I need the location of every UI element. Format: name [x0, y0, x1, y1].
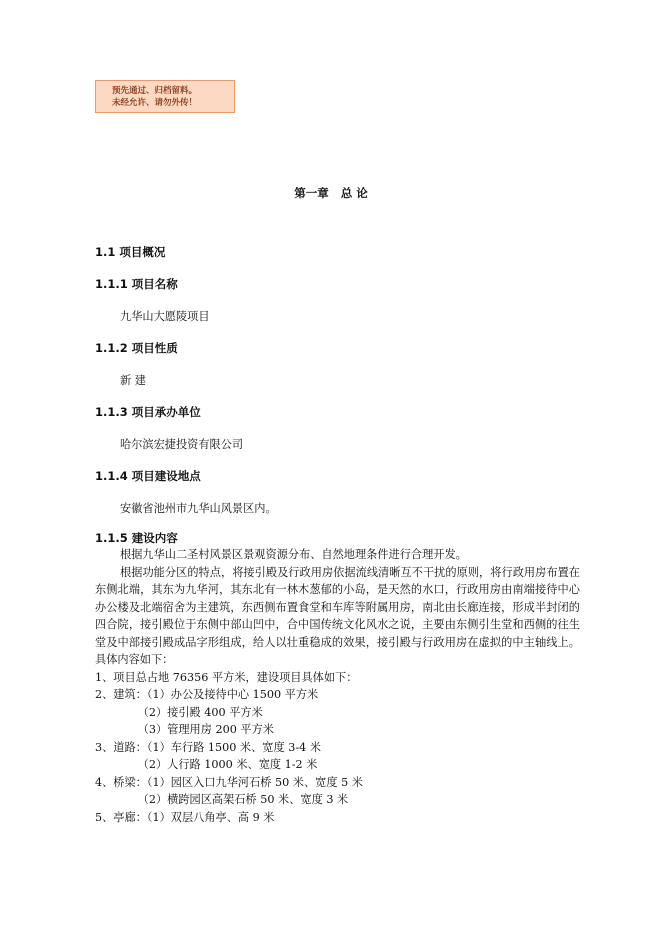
list-item: 4、桥梁：（1）园区入口九华河石桥 50 米、宽度 5 米	[95, 775, 363, 789]
project-location-text: 安徽省池州市九华山风景区内。	[120, 502, 277, 515]
chapter-title: 第一章 总 论	[294, 186, 368, 200]
content-paragraph-1: 根据九华山二圣村风景区景观资源分布、自然地理条件进行合理开发。	[120, 548, 467, 561]
section-heading-1-1-2: 1.1.2 项目性质	[95, 341, 178, 355]
list-item: （3）管理用房 200 平方米	[95, 723, 274, 736]
stamp-line-2: 未经允许、请勿外传！	[112, 98, 198, 108]
stamp-line-1: 预先通过、归档留料。	[112, 86, 198, 96]
list-item: 2、建筑：（1）办公及接待中心 1500 平方米	[95, 688, 319, 701]
confidential-stamp	[95, 80, 235, 113]
project-nature-text: 新 建	[120, 374, 146, 387]
section-heading-1-1-3: 1.1.3 项目承办单位	[95, 405, 201, 419]
project-name-text: 九华山大愿陵项目	[120, 310, 210, 323]
section-heading-1-1-1: 1.1.1 项目名称	[95, 277, 178, 291]
section-heading-1-1: 1.1 项目概况	[95, 245, 166, 259]
list-item: （2）横跨园区高架石桥 50 米、宽度 3 米	[95, 793, 349, 806]
list-item: 1、项目总占地 76356 平方米，建设项目具体如下：	[95, 670, 358, 684]
list-item: （2）人行路 1000 米、宽度 1-2 米	[95, 758, 318, 771]
project-organizer-text: 哈尔滨宏捷投资有限公司	[120, 438, 244, 451]
construction-content	[95, 546, 580, 826]
list-item: 5、亭廊：（1）双层八角亭、高 9 米	[95, 810, 275, 824]
list-item: 3、道路：（1）车行路 1500 米、宽度 3-4 米	[95, 740, 321, 754]
list-item: （2）接引殿 400 平方米	[95, 705, 263, 719]
content-paragraph-2: 根据功能分区的特点，将接引殿及行政用房依据流线清晰互不干扰的原则，将行政用房布置在东侧北端，其东为九华河，其东北有一林木葱郁的小岛，是天然的水口，行政用房由南端接待中心办公楼及北端宿舍为主建筑，东西侧布置食堂和车库等附属用房，南北由长廊连接，形成半封闭的四合院，接引殿位于东侧中部山凹中，合中国传统文化风水之说，主要由东侧引生堂和西侧的往生堂及中部接引殿成品字形组成，给人以壮重稳成的效果，接引殿与行政用房在虚拟的中主轴线上。具体内容如下：	[95, 565, 580, 666]
section-heading-1-1-5: 1.1.5 建设内容	[95, 531, 178, 545]
section-heading-1-1-4: 1.1.4 项目建设地点	[95, 469, 201, 483]
